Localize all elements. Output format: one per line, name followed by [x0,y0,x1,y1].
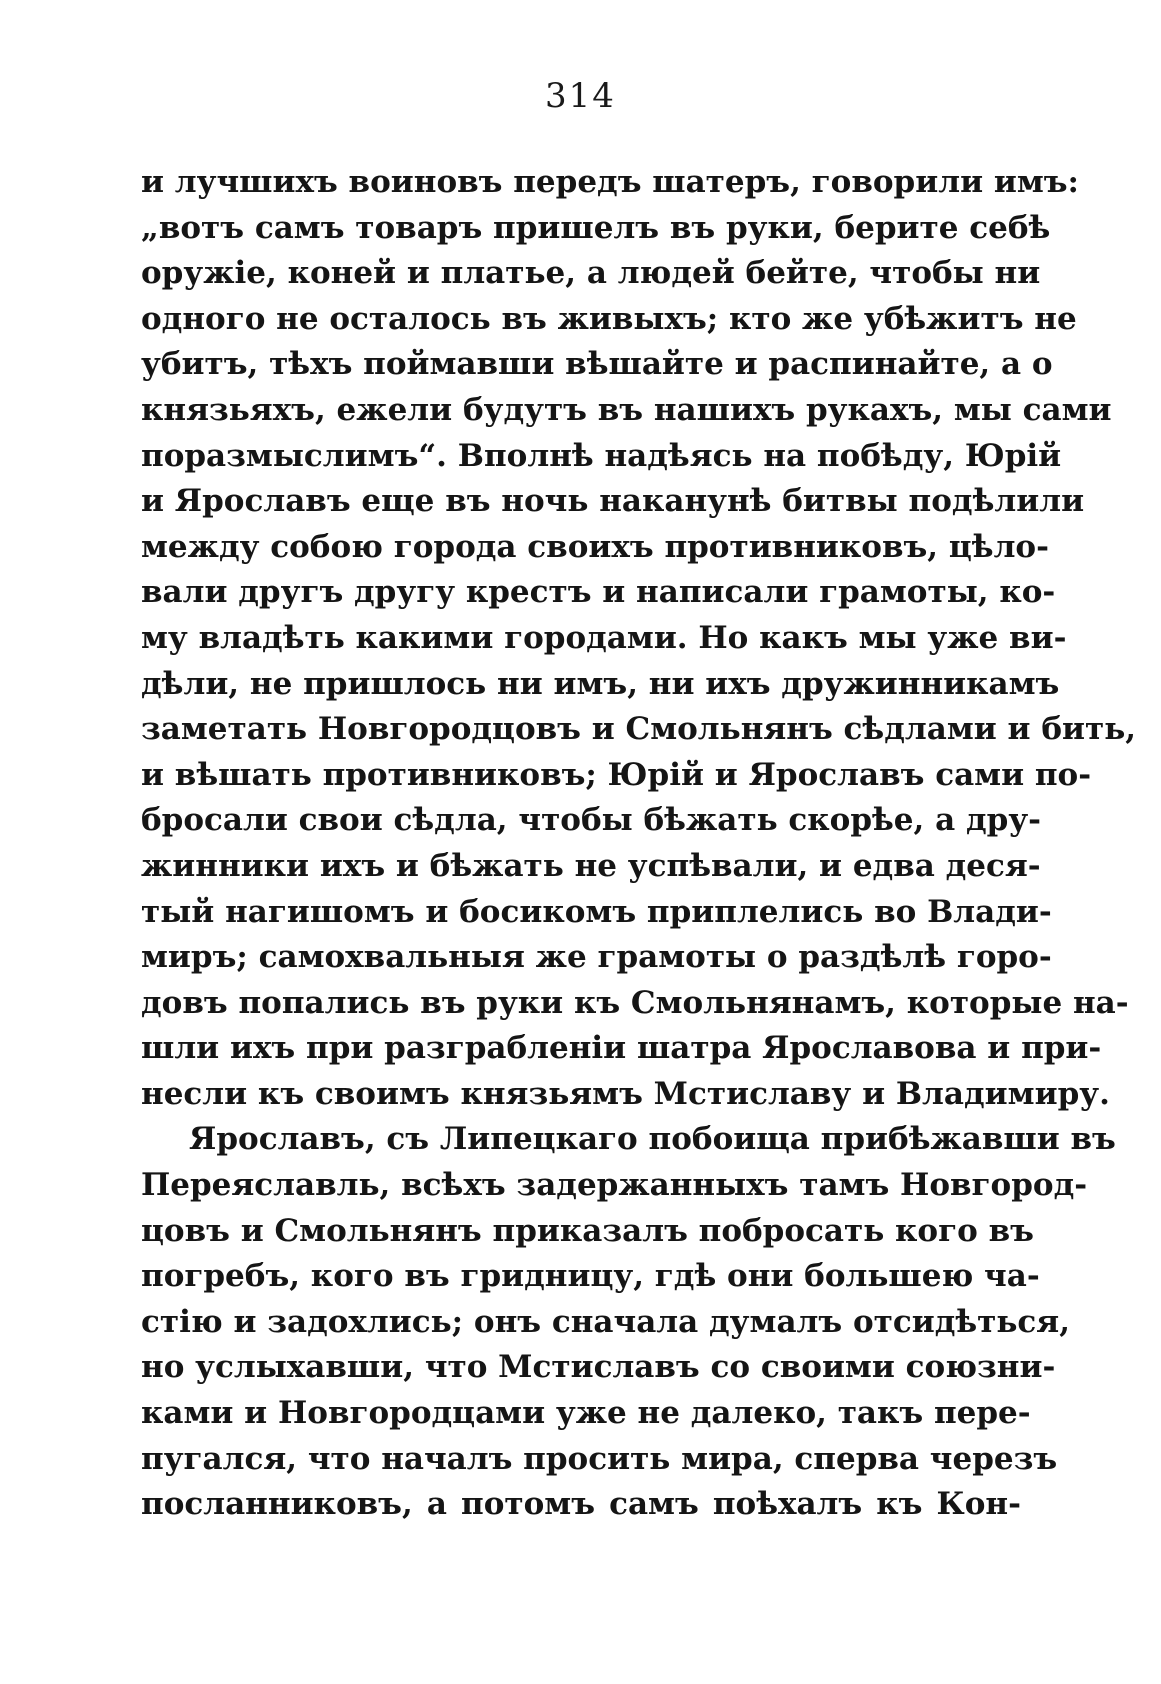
text-line: погребъ, кого въ гридницу, гдѣ они большею ча- [141,1258,1040,1295]
text-line: оружіе, коней и платье, а людей бейте, чтобы ни [141,255,1041,292]
body-text [141,160,1137,1528]
text-line: посланниковъ, а потомъ самъ поѣхалъ къ Кон- [141,1486,1021,1523]
text-line: и лучшихъ воиновъ передъ шатеръ, говорили имъ: [141,164,1079,200]
text-line: и вѣшать противниковъ; Юрій и Ярославъ сами по- [141,756,1092,793]
text-line: пугался, что началъ просить мира, сперва черезъ [141,1440,1058,1477]
text-line: одного не осталось въ живыхъ; кто же убѣжитъ не [141,300,1077,337]
text-line: му владѣть какими городами. Но какъ мы уже ви- [141,619,1067,656]
text-line: стію и задохлись; онъ сначала думалъ отсидѣться, [141,1303,1071,1340]
text-line: тый нагишомъ и босикомъ приплелись во Влади- [141,893,1052,930]
text-line: жинники ихъ и бѣжать не успѣвали, и едва деся- [141,847,1041,884]
text-line: между собою города своихъ противниковъ, цѣло- [141,528,1049,565]
text-line: князьяхъ, ежели будутъ въ нашихъ рукахъ, мы сами [141,391,1112,428]
text-line: миръ; самохвальныя же грамоты о раздѣлѣ горо- [141,939,1052,976]
text-line: поразмыслимъ“. Вполнѣ надѣясь на побѣду, Юрій [141,437,1062,474]
text-line: „вотъ самъ товаръ пришелъ въ руки, берите себѣ [141,209,1051,246]
text-line: Ярославъ, съ Липецкаго побоища прибѣжавши въ [189,1121,1116,1158]
text-line: вали другъ другу крестъ и написали грамоты, ко- [141,574,1056,611]
text-line: бросали свои сѣдла, чтобы бѣжать скорѣе, а дру- [141,802,1042,839]
text-line: но услыхавши, что Мстиславъ со своими союзни- [141,1349,1056,1386]
text-line: несли къ своимъ князьямъ Мстиславу и Владимиру. [141,1075,1110,1112]
text-line: и Ярославъ еще въ ночь наканунѣ битвы подѣлили [141,483,1085,520]
text-line: цовъ и Смольнянъ приказалъ побросать кого въ [141,1212,1034,1249]
text-line: дѣли, не пришлось ни имъ, ни ихъ дружинникамъ [141,665,1060,702]
text-line: Переяславль, всѣхъ задержанныхъ тамъ Новгород- [141,1167,1088,1204]
text-line: ками и Новгородцами уже не далеко, такъ пере- [141,1395,1031,1432]
text-line: довъ попались въ руки къ Смольнянамъ, которые на- [141,984,1129,1021]
text-line: убитъ, тѣхъ поймавши вѣшайте и распинайте, а о [141,346,1053,383]
text-line: заметать Новгородцовъ и Смольнянъ сѣдлами и бить, [141,711,1137,748]
page-number: 314 [545,76,616,116]
text-line: шли ихъ при разграбленіи шатра Ярославова и при- [141,1030,1102,1067]
